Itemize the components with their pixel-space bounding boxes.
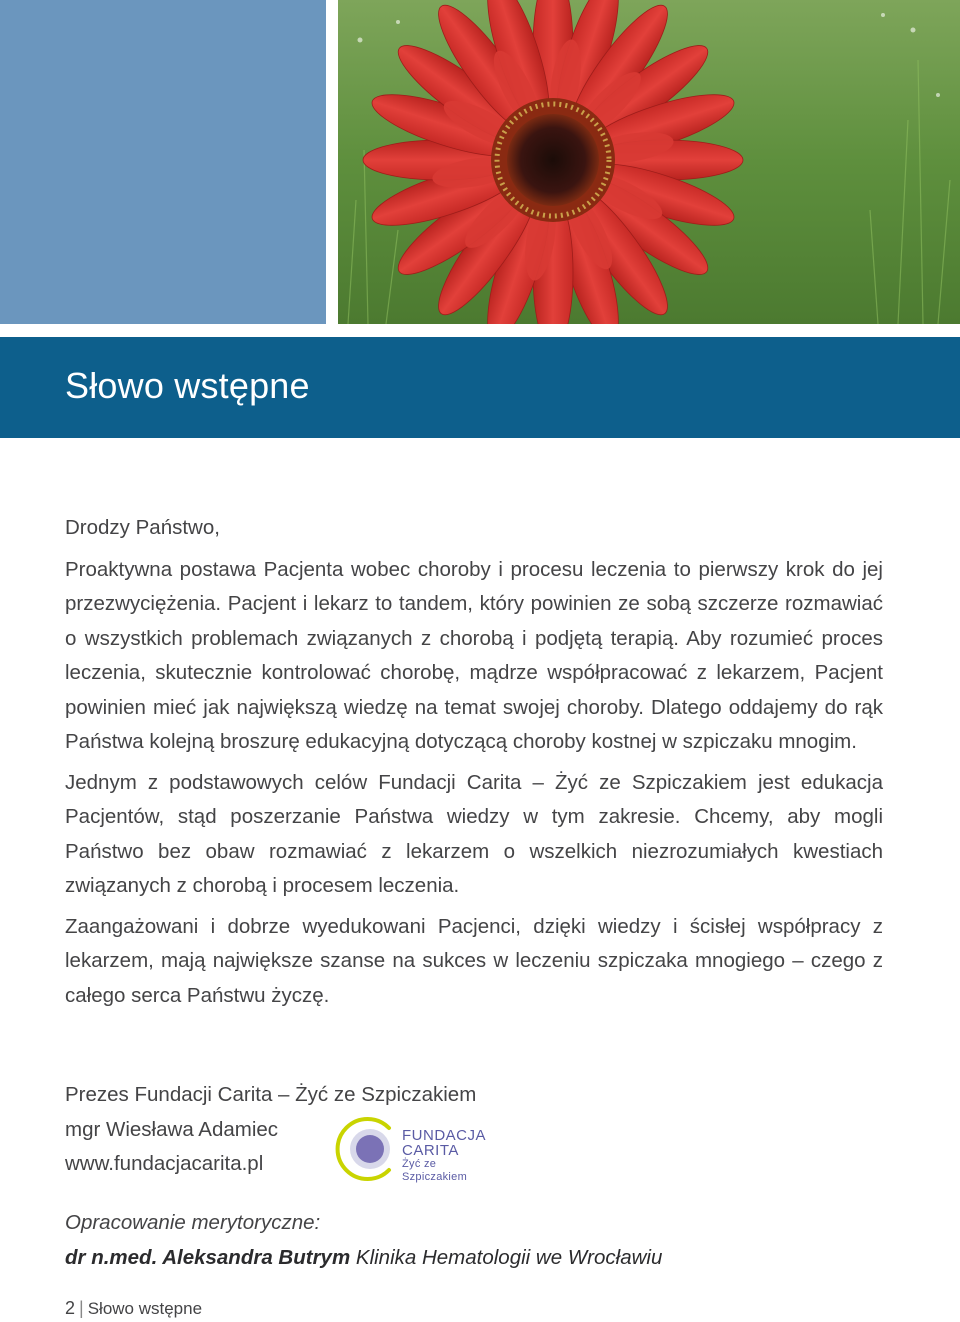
page-footer [65, 1296, 202, 1321]
letter-paragraph: Jednym z podstawowych celów Fundacji Carita – Żyć ze Szpiczakiem jest edukacja Pacjentów, stąd poszerzanie Państwa wiedzy w tym zakresie. Chcemy, aby mogli Państwo bez obaw rozmawiać z lekarzem o wszelkich niezrozumiałych kwestiach związanych z chorobą i procesem leczenia. [65, 770, 883, 897]
fundacja-carita-logo [333, 1116, 498, 1182]
credits-label: Opracowanie merytoryczne: [65, 1211, 321, 1234]
flower-photo [338, 0, 960, 324]
letter-greeting: Drodzy Państwo, [65, 516, 220, 539]
signature-role: Prezes Fundacji Carita – Żyć ze Szpiczakiem [65, 1083, 477, 1106]
logo-line-tagline: Żyć ze Szpiczakiem [402, 1158, 468, 1183]
credits-institution: Klinika Hematologii we Wrocławiu [355, 1245, 663, 1269]
signature-name: mgr Wiesława Adamiec [65, 1117, 279, 1141]
logo-line-fundacja: FUNDACJA [402, 1127, 487, 1144]
footer-section-name: Słowo wstępne [87, 1299, 203, 1318]
logo-line-carita: CARITA [402, 1142, 459, 1159]
credits-block [65, 1206, 662, 1275]
website-link[interactable]: www.fundacjacarita.pl [65, 1152, 264, 1175]
logo-text [402, 1128, 498, 1184]
page-number: 2 [65, 1298, 76, 1318]
letter-body [65, 511, 883, 1019]
decorative-blue-block [0, 0, 326, 324]
credits-author: dr n.med. Aleksandra Butrym [65, 1245, 351, 1269]
credits-line [65, 1241, 662, 1276]
letter-paragraph: Zaangażowani i dobrze wyedukowani Pacjenci, dzięki wiedzy i ścisłej współpracy z lekarzem, mają największe szanse na sukces w leczeniu szpiczaka mnogiego – czego z całego serca Państwu życzę. [65, 914, 883, 1007]
logo-ring-icon [333, 1116, 403, 1182]
page-title: Słowo wstępne [65, 365, 310, 406]
footer-separator: | [79, 1298, 84, 1318]
letter-paragraph: Proaktywna postawa Pacjenta wobec choroby i procesu leczenia to pierwszy krok do jej przezwyciężenia. Pacjent i lekarz to tandem, który powinien ze sobą szczerze rozmawiać o wszystkich problemach związanych z chorobą i podjętą terapią. Aby rozumieć proces leczenia, skutecznie kontrolować chorobę, mądrze współpracować z lekarzem, Pacjent powinien mieć jak największą wiedzę na temat swojej choroby. Dlatego oddajemy do rąk Państwa kolejną broszurę edukacyjną dotyczącą choroby kostnej w szpiczaku mnogim. [65, 557, 883, 753]
